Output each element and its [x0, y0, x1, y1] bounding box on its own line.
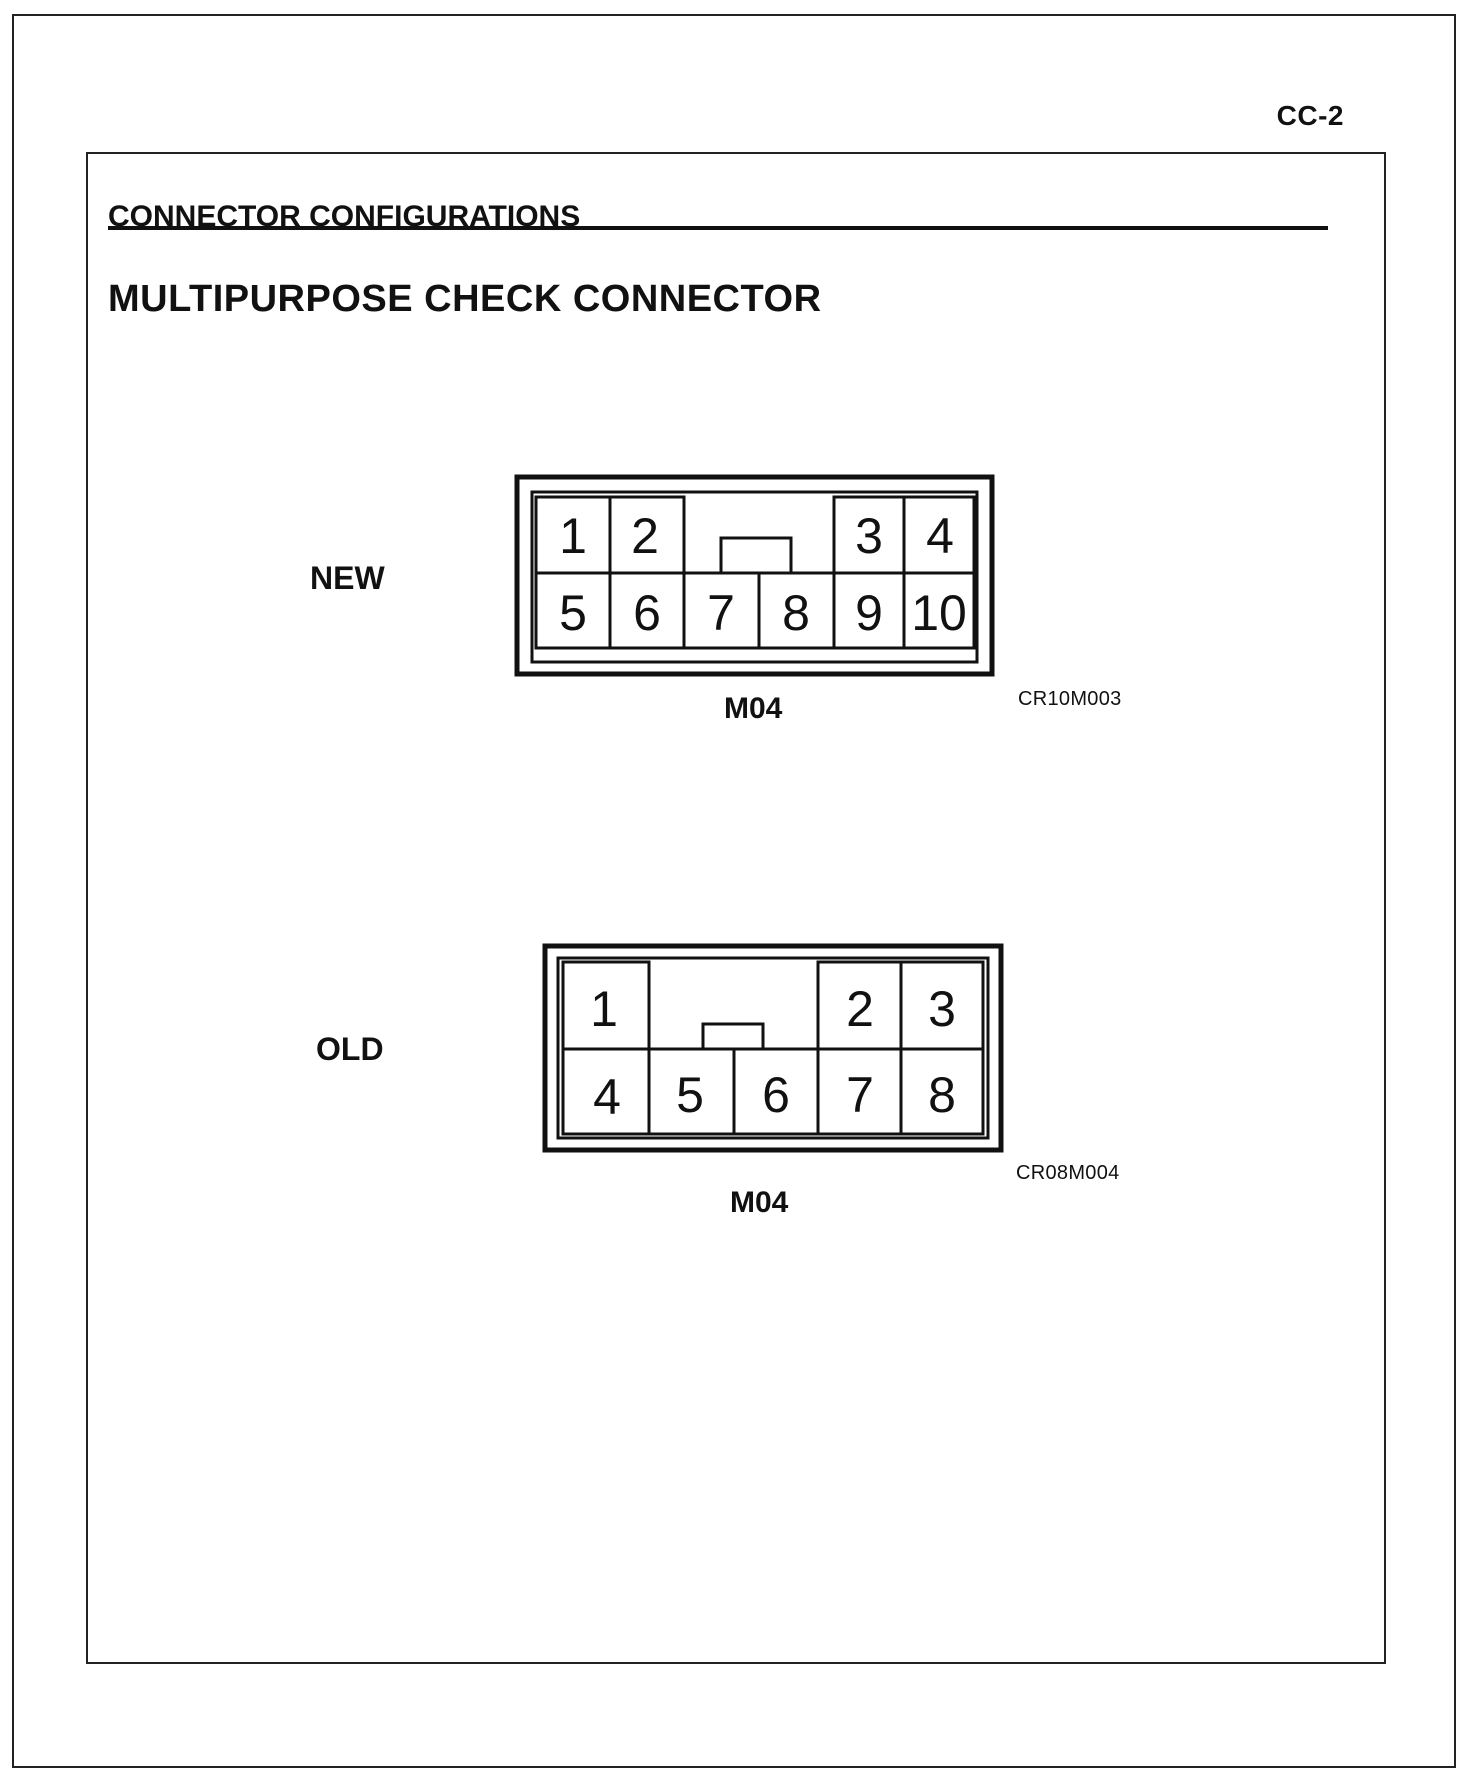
- new-pin-number: 7: [707, 585, 735, 641]
- old-connector-label: OLD: [316, 1031, 384, 1067]
- old-pin-number: 7: [846, 1067, 874, 1123]
- old-pin-number: 2: [846, 981, 874, 1037]
- old-connector-code: M04: [730, 1186, 789, 1219]
- new-pin-number: 2: [631, 508, 659, 564]
- new-connector-code: M04: [724, 692, 783, 725]
- old-pin-number: 4: [593, 1069, 621, 1125]
- new-locking-tab: [721, 538, 791, 573]
- old-pin-number: 3: [928, 981, 956, 1037]
- old-connector-diagram: [545, 946, 1001, 1150]
- new-connector-housing: [517, 477, 992, 674]
- section-heading: CONNECTOR CONFIGURATIONS: [108, 200, 581, 233]
- new-pin-number: 5: [559, 585, 587, 641]
- new-pin-number: 9: [855, 585, 883, 641]
- new-pin-number: 6: [633, 585, 661, 641]
- new-pin-number: 10: [911, 585, 967, 641]
- new-connector-diagram: [517, 477, 992, 674]
- new-pin-number: 4: [926, 508, 954, 564]
- page-title: MULTIPURPOSE CHECK CONNECTOR: [108, 278, 822, 320]
- old-locking-tab: [703, 1024, 763, 1049]
- new-pin-number: 3: [855, 508, 883, 564]
- page-number: CC-2: [1276, 100, 1344, 131]
- old-pin-number: 1: [590, 981, 618, 1037]
- old-pin-number: 8: [928, 1067, 956, 1123]
- new-pin-number: 8: [782, 585, 810, 641]
- old-pin-number: 6: [762, 1067, 790, 1123]
- old-pin-number: 5: [676, 1067, 704, 1123]
- new-connector-label: NEW: [310, 560, 385, 596]
- new-figure-id: CR10M003: [1018, 688, 1122, 710]
- new-pin-number: 1: [559, 508, 587, 564]
- old-figure-id: CR08M004: [1016, 1162, 1120, 1184]
